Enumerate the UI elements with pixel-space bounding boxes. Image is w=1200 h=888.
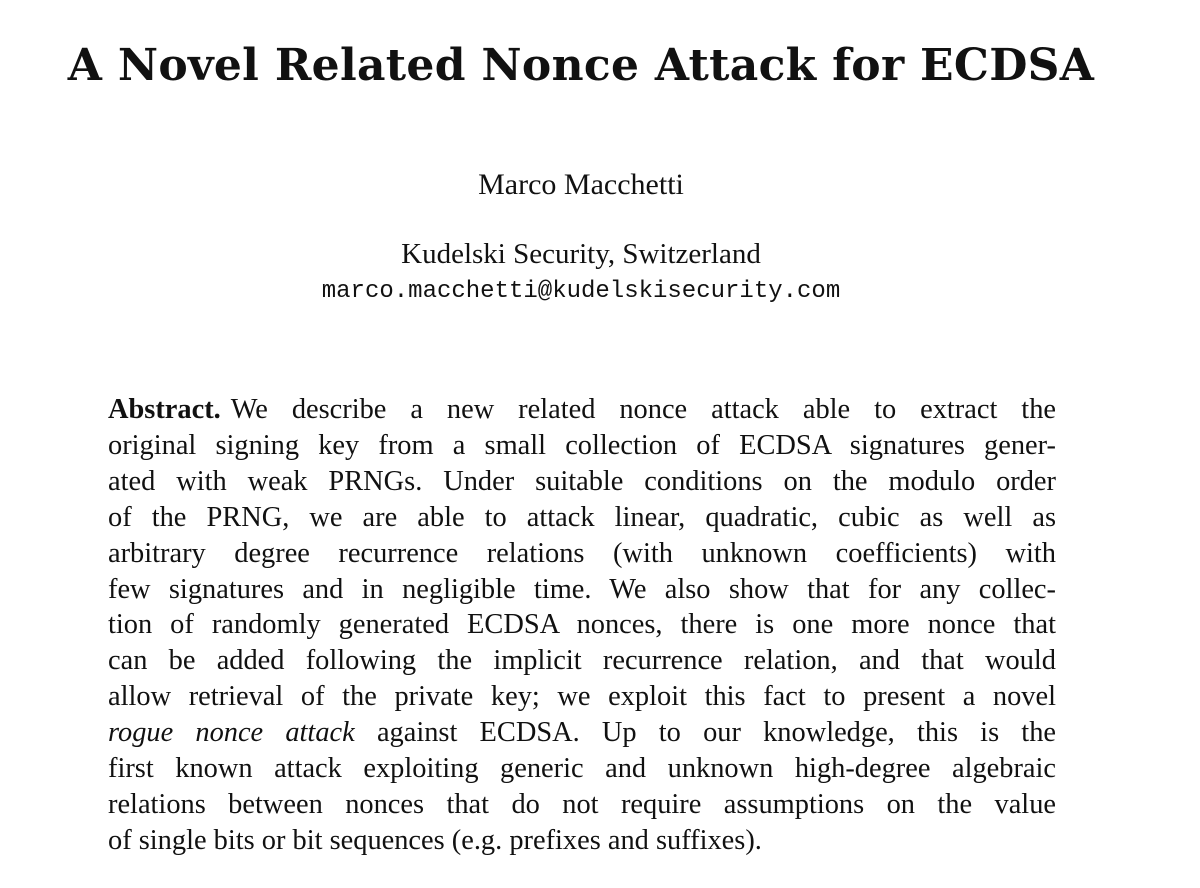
abstract-line-2: original signing key from a small collection of ECDSA signatures gener-	[108, 429, 1056, 461]
abstract-text: against ECDSA. Up to our knowledge, this is the	[376, 717, 1056, 749]
abstract-line-11: first known attack exploiting generic and unknown high-degree algebraic	[108, 753, 1056, 785]
abstract-line-6: few signatures and in negligible time. We also show that for any collec-	[108, 573, 1056, 605]
abstract-line-13: of single bits or bit sequences (e.g. prefixes and suffixes).	[108, 824, 762, 856]
author-affiliation: Kudelski Security, Switzerland	[401, 238, 761, 270]
author-name: Marco Macchetti	[478, 168, 684, 201]
abstract-text: We describe a new related nonce attack able to extract the	[230, 394, 1056, 425]
abstract-line-8: can be added following the implicit recurrence relation, and that would	[108, 645, 1056, 677]
abstract-line-7: tion of randomly generated ECDSA nonces, there is one more nonce that	[108, 609, 1056, 641]
abstract-line-9: allow retrieval of the private key; we exploit this fact to present a novel	[108, 681, 1056, 713]
abstract-line-3: ated with weak PRNGs. Under suitable conditions on the modulo order	[108, 465, 1056, 497]
abstract-line-1	[108, 392, 1056, 428]
abstract-line-10	[108, 715, 1056, 751]
paper-title: A Novel Related Nonce Attack for ECDSA	[67, 40, 1095, 91]
abstract-line-5: arbitrary degree recurrence relations (with unknown coefficients) with	[108, 537, 1056, 569]
abstract-heading: Abstract.	[108, 394, 221, 425]
abstract-line-12: relations between nonces that do not require assumptions on the value	[108, 788, 1056, 820]
abstract	[108, 392, 1056, 859]
abstract-italic-term: rogue nonce attack	[108, 717, 355, 749]
author-email: marco.macchetti@kudelskisecurity.com	[321, 278, 841, 305]
abstract-line-4: of the PRNG, we are able to attack linear, quadratic, cubic as well as	[108, 501, 1056, 533]
